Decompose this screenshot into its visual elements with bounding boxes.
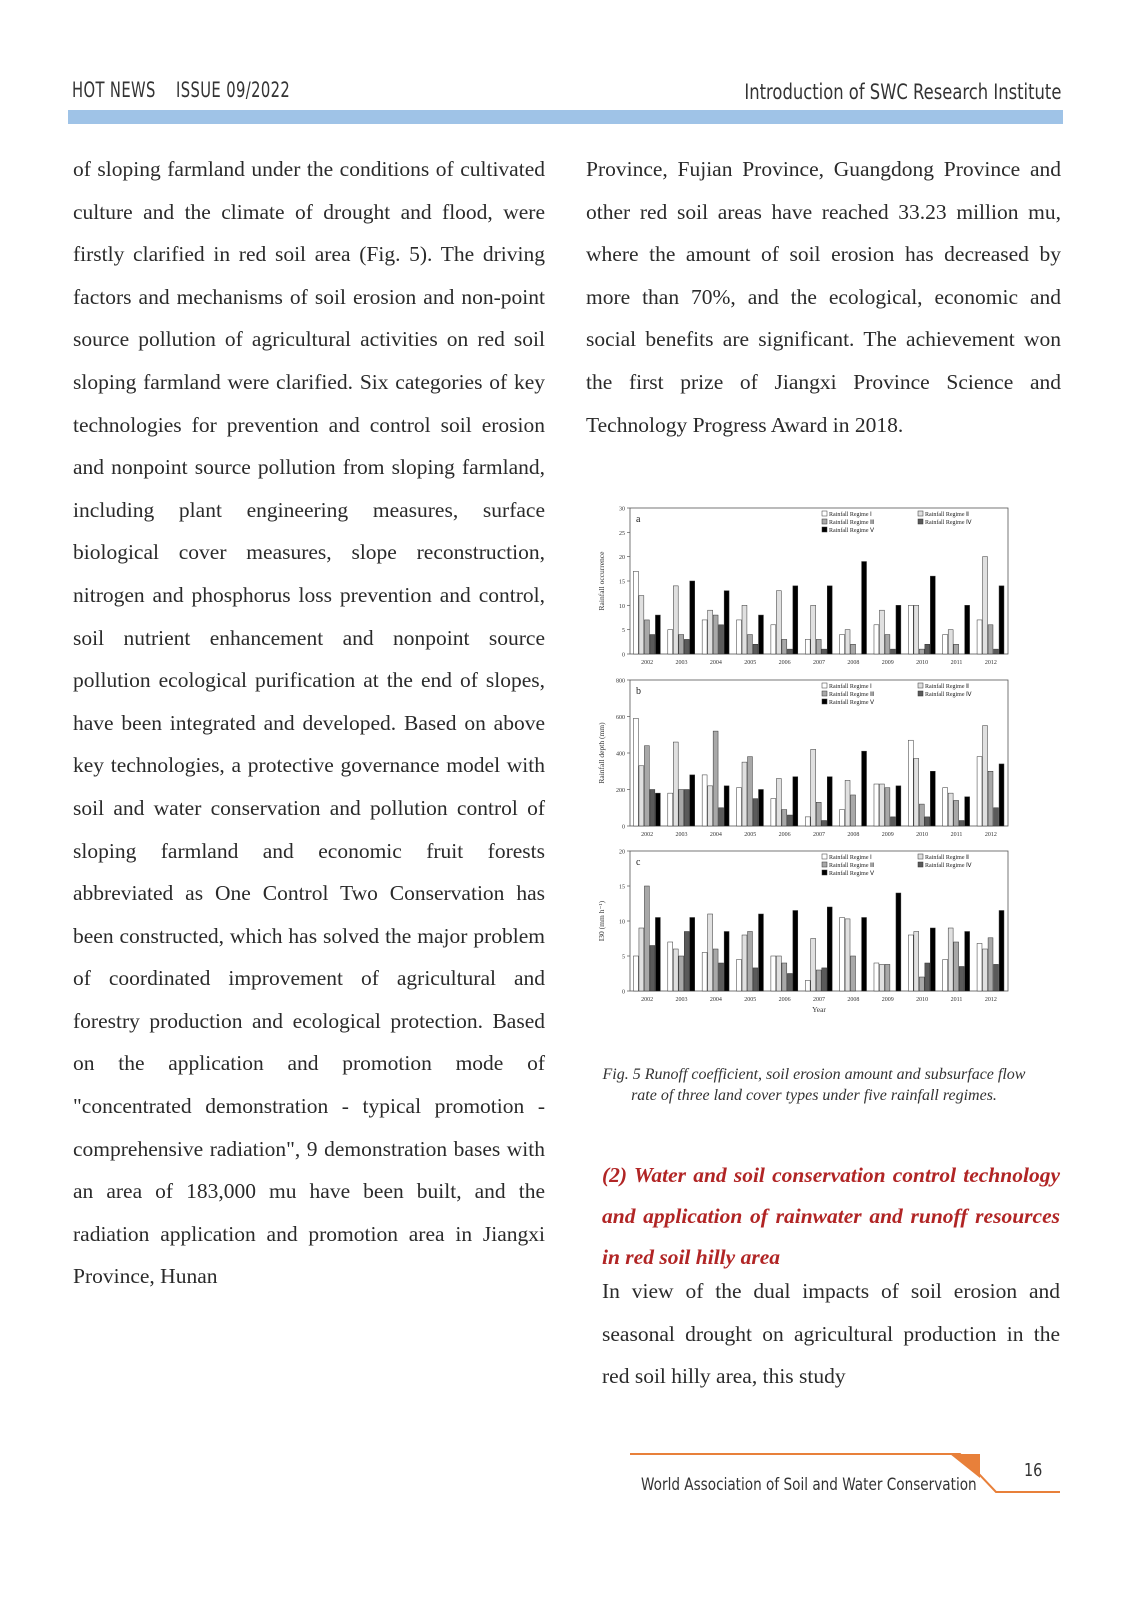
bar <box>633 571 638 654</box>
bar <box>776 591 781 654</box>
bar <box>633 718 638 826</box>
left-column-text: of sloping farmland under the conditions of cultivated culture and the climate of drought and flood, were firstly clarified in red soil area (Fig. 5). The driving factors and mechanisms of soil erosion and non-point source pollution of agricultural activities on red soil sloping farmland were clarified. Six categories of key technologies for prevention and control soil erosion and nonpoint source pollution from sloping farmland, including plant engineering measures, surface biological cover measures, slope reconstruction, nitrogen and phosphorus loss prevention and control, soil nutrient enhancement and nonpoint source pollution ecological purification at the end of slopes, have been integrated and developed. Based on above key technologies, a protective governance model with soil and water conservation and pollution control of sloping farmland and economic fruit forests abbreviated as One Control Two Conservation has been constructed, which has solved the major problem of coordinated improvement of agricultural and forestry production and ecological protection. Based on the application and promotion mode of "concentrated demonstration - typical promotion - comprehensive radiation", 9 demonstration bases with an area of 183,000 mu have been built, and the radiation application and promotion area in Jiangxi Province, Hunan <box>73 157 545 1289</box>
bar <box>914 758 919 826</box>
bar <box>793 777 798 826</box>
x-tick-label: 2003 <box>675 832 688 838</box>
y-tick-label: 15 <box>619 884 625 891</box>
y-axis-label: I30 (mm h⁻¹) <box>597 900 606 942</box>
y-tick-label: 5 <box>622 954 625 961</box>
bar <box>782 639 787 654</box>
bar <box>983 949 988 991</box>
legend-label: Rainfall Regime Ⅱ <box>925 512 969 518</box>
bar <box>748 932 753 992</box>
bar <box>639 766 644 826</box>
bar <box>719 808 724 826</box>
y-tick-label: 10 <box>619 603 625 610</box>
x-tick-label: 2010 <box>916 660 929 666</box>
bar <box>673 742 678 826</box>
bar <box>690 918 695 992</box>
bar <box>965 605 970 654</box>
bar <box>879 610 884 654</box>
bar <box>639 596 644 654</box>
bar <box>930 928 935 991</box>
y-axis-label: Rainfall occurrence <box>597 551 606 611</box>
bar <box>787 974 792 992</box>
bar <box>948 793 953 826</box>
bar <box>644 746 649 826</box>
bar <box>862 751 867 826</box>
bar <box>684 932 689 992</box>
legend-label: Rainfall Regime Ⅱ <box>925 855 969 861</box>
bar <box>908 740 913 826</box>
bar <box>771 956 776 991</box>
x-tick-label: 2006 <box>778 997 791 1003</box>
y-axis-label: Rainfall depth (mm) <box>597 722 606 784</box>
bar <box>845 919 850 991</box>
bar <box>713 615 718 654</box>
bar <box>977 620 982 654</box>
bar <box>908 935 913 991</box>
header-issue: ISSUE 09/2022 <box>176 78 291 102</box>
bar <box>673 949 678 991</box>
bar <box>759 790 764 827</box>
bar <box>840 635 845 654</box>
x-tick-label: 2012 <box>984 660 997 666</box>
bar <box>954 800 959 826</box>
y-tick-label: 20 <box>619 849 625 856</box>
bar <box>954 644 959 654</box>
bar <box>753 799 758 826</box>
bar <box>919 649 924 654</box>
bar <box>782 810 787 826</box>
bar <box>896 605 901 654</box>
header-bar <box>68 110 1063 124</box>
legend-swatch <box>822 854 827 859</box>
bar <box>644 620 649 654</box>
right-column-bottom <box>602 1270 1060 1398</box>
x-tick-label: 2008 <box>847 832 860 838</box>
legend-swatch <box>918 691 923 696</box>
bar <box>787 815 792 826</box>
bar <box>925 817 930 826</box>
bar <box>943 788 948 826</box>
bar <box>684 790 689 827</box>
bar <box>679 790 684 827</box>
bar <box>822 968 827 991</box>
y-tick-label: 0 <box>622 989 625 996</box>
y-tick-label: 600 <box>616 715 625 721</box>
bar <box>650 635 655 654</box>
bar <box>988 938 993 991</box>
legend-swatch <box>822 862 827 867</box>
bar <box>816 970 821 991</box>
legend-label: Rainfall Regime Ⅲ <box>829 692 875 698</box>
x-tick-label: 2007 <box>813 997 825 1003</box>
bar <box>827 586 832 654</box>
bar <box>816 639 821 654</box>
legend-swatch <box>822 870 827 875</box>
legend-swatch <box>822 527 827 532</box>
legend-label: Rainfall Regime Ⅳ <box>925 520 972 526</box>
x-tick-label: 2002 <box>641 660 654 666</box>
bar <box>724 591 729 654</box>
panel-letter: a <box>636 514 641 525</box>
header-section: HOT NEWS <box>72 78 156 102</box>
right-column-text-bottom: In view of the dual impacts of soil erosion and seasonal drought on agricultural production in the red soil hilly area, this study <box>602 1279 1060 1389</box>
bar <box>885 964 890 991</box>
y-tick-label: 200 <box>616 788 625 794</box>
legend-label: Rainfall Regime Ⅴ <box>829 871 875 877</box>
bar <box>655 918 660 992</box>
legend-label: Rainfall Regime Ⅰ <box>829 512 872 518</box>
bar <box>874 963 879 991</box>
bar <box>668 942 673 991</box>
x-tick-label: 2005 <box>744 832 757 838</box>
x-tick-label: 2008 <box>847 660 860 666</box>
bar <box>999 764 1004 826</box>
bar <box>840 918 845 992</box>
bar <box>862 562 867 654</box>
bar <box>851 956 856 991</box>
legend-swatch <box>918 862 923 867</box>
bar <box>879 964 884 991</box>
y-tick-label: 30 <box>619 506 625 513</box>
bar <box>925 963 930 991</box>
x-tick-label: 2004 <box>709 660 722 666</box>
bar <box>965 797 970 826</box>
bar <box>822 821 827 826</box>
bar <box>948 928 953 991</box>
x-tick-label: 2007 <box>813 832 825 838</box>
bar <box>719 625 724 654</box>
y-tick-label: 25 <box>619 530 625 537</box>
legend-label: Rainfall Regime Ⅳ <box>925 863 972 869</box>
x-tick-label: 2005 <box>744 660 757 666</box>
bar <box>655 615 660 654</box>
figure-5-chart <box>594 504 1024 1034</box>
legend-label: Rainfall Regime Ⅲ <box>829 863 875 869</box>
bar <box>983 726 988 826</box>
bar <box>708 610 713 654</box>
bar <box>708 786 713 826</box>
bar <box>994 964 999 991</box>
bar <box>742 762 747 826</box>
chart-panel-a <box>597 507 1008 667</box>
bar <box>690 581 695 654</box>
x-tick-label: 2006 <box>778 832 791 838</box>
bar <box>948 630 953 654</box>
bar <box>845 780 850 826</box>
x-tick-label: 2005 <box>744 997 757 1003</box>
bar <box>919 804 924 826</box>
bar <box>954 942 959 991</box>
bar <box>908 605 913 654</box>
left-column <box>73 148 545 1298</box>
bar <box>845 630 850 654</box>
bar <box>988 771 993 826</box>
bar <box>719 963 724 991</box>
bar <box>925 644 930 654</box>
bar <box>787 649 792 654</box>
bar <box>684 639 689 654</box>
page-number: 16 <box>1024 1460 1043 1481</box>
legend-label: Rainfall Regime Ⅴ <box>829 528 875 534</box>
bar <box>708 914 713 991</box>
bar <box>840 810 845 826</box>
bar <box>753 644 758 654</box>
bar <box>994 808 999 826</box>
bar <box>885 788 890 826</box>
bar <box>748 635 753 654</box>
figure-caption: Fig. 5 Runoff coefficient, soil erosion amount and subsurface flow rate of three land cover types under five rainfall regimes. <box>602 1066 1026 1104</box>
bar <box>890 817 895 826</box>
legend-swatch <box>822 511 827 516</box>
panel-letter: b <box>636 686 641 697</box>
bar <box>702 620 707 654</box>
x-tick-label: 2011 <box>950 997 963 1003</box>
bar <box>851 644 856 654</box>
x-tick-label: 2004 <box>709 832 722 838</box>
bar <box>753 968 758 991</box>
bar <box>644 886 649 991</box>
bar <box>776 956 781 991</box>
bar <box>822 649 827 654</box>
chart-panel-c <box>597 850 1008 1015</box>
bar <box>771 625 776 654</box>
y-tick-label: 800 <box>616 678 625 685</box>
bar <box>999 586 1004 654</box>
header-title: Introduction of SWC Research Institute <box>744 80 1061 104</box>
bar <box>914 605 919 654</box>
x-tick-label: 2012 <box>984 997 997 1003</box>
bar <box>776 779 781 826</box>
right-column-top <box>586 148 1061 446</box>
bar <box>690 775 695 826</box>
bar <box>748 757 753 826</box>
y-tick-label: 0 <box>622 824 625 831</box>
bar <box>874 784 879 826</box>
bar <box>919 977 924 991</box>
bar <box>930 771 935 826</box>
legend-swatch <box>918 511 923 516</box>
bar <box>959 967 964 992</box>
bar <box>737 620 742 654</box>
x-tick-label: 2003 <box>675 660 688 666</box>
bar <box>914 932 919 992</box>
y-tick-label: 10 <box>619 919 625 926</box>
bar <box>805 817 810 826</box>
bar <box>742 605 747 654</box>
footer-organization: World Association of Soil and Water Conservation <box>641 1475 977 1495</box>
x-tick-label: 2009 <box>881 660 894 666</box>
bar <box>737 960 742 992</box>
x-tick-label: 2011 <box>950 832 963 838</box>
bar <box>724 786 729 826</box>
legend-swatch <box>918 683 923 688</box>
bar <box>811 939 816 992</box>
legend-label: Rainfall Regime Ⅳ <box>925 692 972 698</box>
bar <box>988 625 993 654</box>
legend-swatch <box>822 519 827 524</box>
x-tick-label: 2007 <box>813 660 825 666</box>
bar <box>977 757 982 826</box>
bar <box>793 586 798 654</box>
bar <box>639 928 644 991</box>
bar <box>851 795 856 826</box>
bar <box>827 907 832 991</box>
bar <box>737 788 742 826</box>
bar <box>943 635 948 654</box>
legend-swatch <box>918 519 923 524</box>
chart-panel-b <box>597 679 1008 839</box>
y-tick-label: 20 <box>619 555 625 562</box>
x-tick-label: 2011 <box>950 660 963 666</box>
x-tick-label: 2002 <box>641 832 654 838</box>
x-tick-label: 2010 <box>916 832 929 838</box>
y-tick-label: 15 <box>619 579 625 586</box>
bar <box>655 793 660 826</box>
bar <box>965 932 970 992</box>
right-column-text-top: Province, Fujian Province, Guangdong Province and other red soil areas have reached 33.23 million mu, where the amount of soil erosion has decreased by more than 70%, and the ecological, economic and social benefits are significant. The achievement won the first prize of Jiangxi Province Science and Technology Progress Award in 2018. <box>586 157 1061 437</box>
legend-label: Rainfall Regime Ⅲ <box>829 520 875 526</box>
bar <box>827 777 832 826</box>
bar <box>896 893 901 991</box>
bar <box>874 625 879 654</box>
bar <box>862 918 867 992</box>
legend-label: Rainfall Regime Ⅰ <box>829 684 872 690</box>
bar <box>930 576 935 654</box>
section-subheading: (2) Water and soil conservation control technology and application of rainwater and runoff resources in red soil hilly area <box>602 1163 1060 1269</box>
x-tick-label: 2003 <box>675 997 688 1003</box>
y-tick-label: 0 <box>622 652 625 659</box>
x-tick-label: 2012 <box>984 832 997 838</box>
bar <box>879 784 884 826</box>
bar <box>793 911 798 992</box>
bar <box>668 793 673 826</box>
bar <box>896 786 901 826</box>
bar <box>811 605 816 654</box>
bar <box>811 749 816 826</box>
legend-swatch <box>822 699 827 704</box>
x-tick-label: 2002 <box>641 997 654 1003</box>
bar <box>742 935 747 991</box>
legend-label: Rainfall Regime Ⅱ <box>925 684 969 690</box>
x-tick-label: 2009 <box>881 832 894 838</box>
bar <box>679 635 684 654</box>
bar <box>759 615 764 654</box>
running-header <box>72 78 310 102</box>
x-tick-label: 2006 <box>778 660 791 666</box>
x-tick-label: 2009 <box>881 997 894 1003</box>
bar <box>713 949 718 991</box>
bar <box>702 953 707 992</box>
bar <box>983 557 988 654</box>
bar <box>668 630 673 654</box>
panel-letter: c <box>636 857 641 868</box>
legend-label: Rainfall Regime Ⅴ <box>829 700 875 706</box>
bar <box>994 649 999 654</box>
bar <box>816 802 821 826</box>
x-tick-label: 2008 <box>847 997 860 1003</box>
bar <box>805 981 810 992</box>
bar <box>782 963 787 991</box>
legend-label: Rainfall Regime Ⅰ <box>829 855 872 861</box>
bar <box>999 911 1004 992</box>
bar <box>633 956 638 991</box>
legend-swatch <box>822 691 827 696</box>
y-tick-label: 5 <box>622 628 625 635</box>
bar <box>650 790 655 827</box>
bar <box>943 960 948 992</box>
bar <box>805 639 810 654</box>
bar <box>771 799 776 826</box>
bar <box>724 932 729 992</box>
bar <box>759 914 764 991</box>
bar <box>713 731 718 826</box>
bar <box>885 635 890 654</box>
legend-swatch <box>822 683 827 688</box>
bar <box>673 586 678 654</box>
bar <box>650 946 655 992</box>
bar <box>679 956 684 991</box>
y-tick-label: 400 <box>616 751 625 758</box>
x-tick-label: 2004 <box>709 997 722 1003</box>
bar <box>959 821 964 826</box>
x-axis-label: Year <box>812 1005 826 1014</box>
legend-swatch <box>918 854 923 859</box>
bar <box>977 943 982 991</box>
bar <box>890 649 895 654</box>
bar <box>702 775 707 826</box>
x-tick-label: 2010 <box>916 997 929 1003</box>
